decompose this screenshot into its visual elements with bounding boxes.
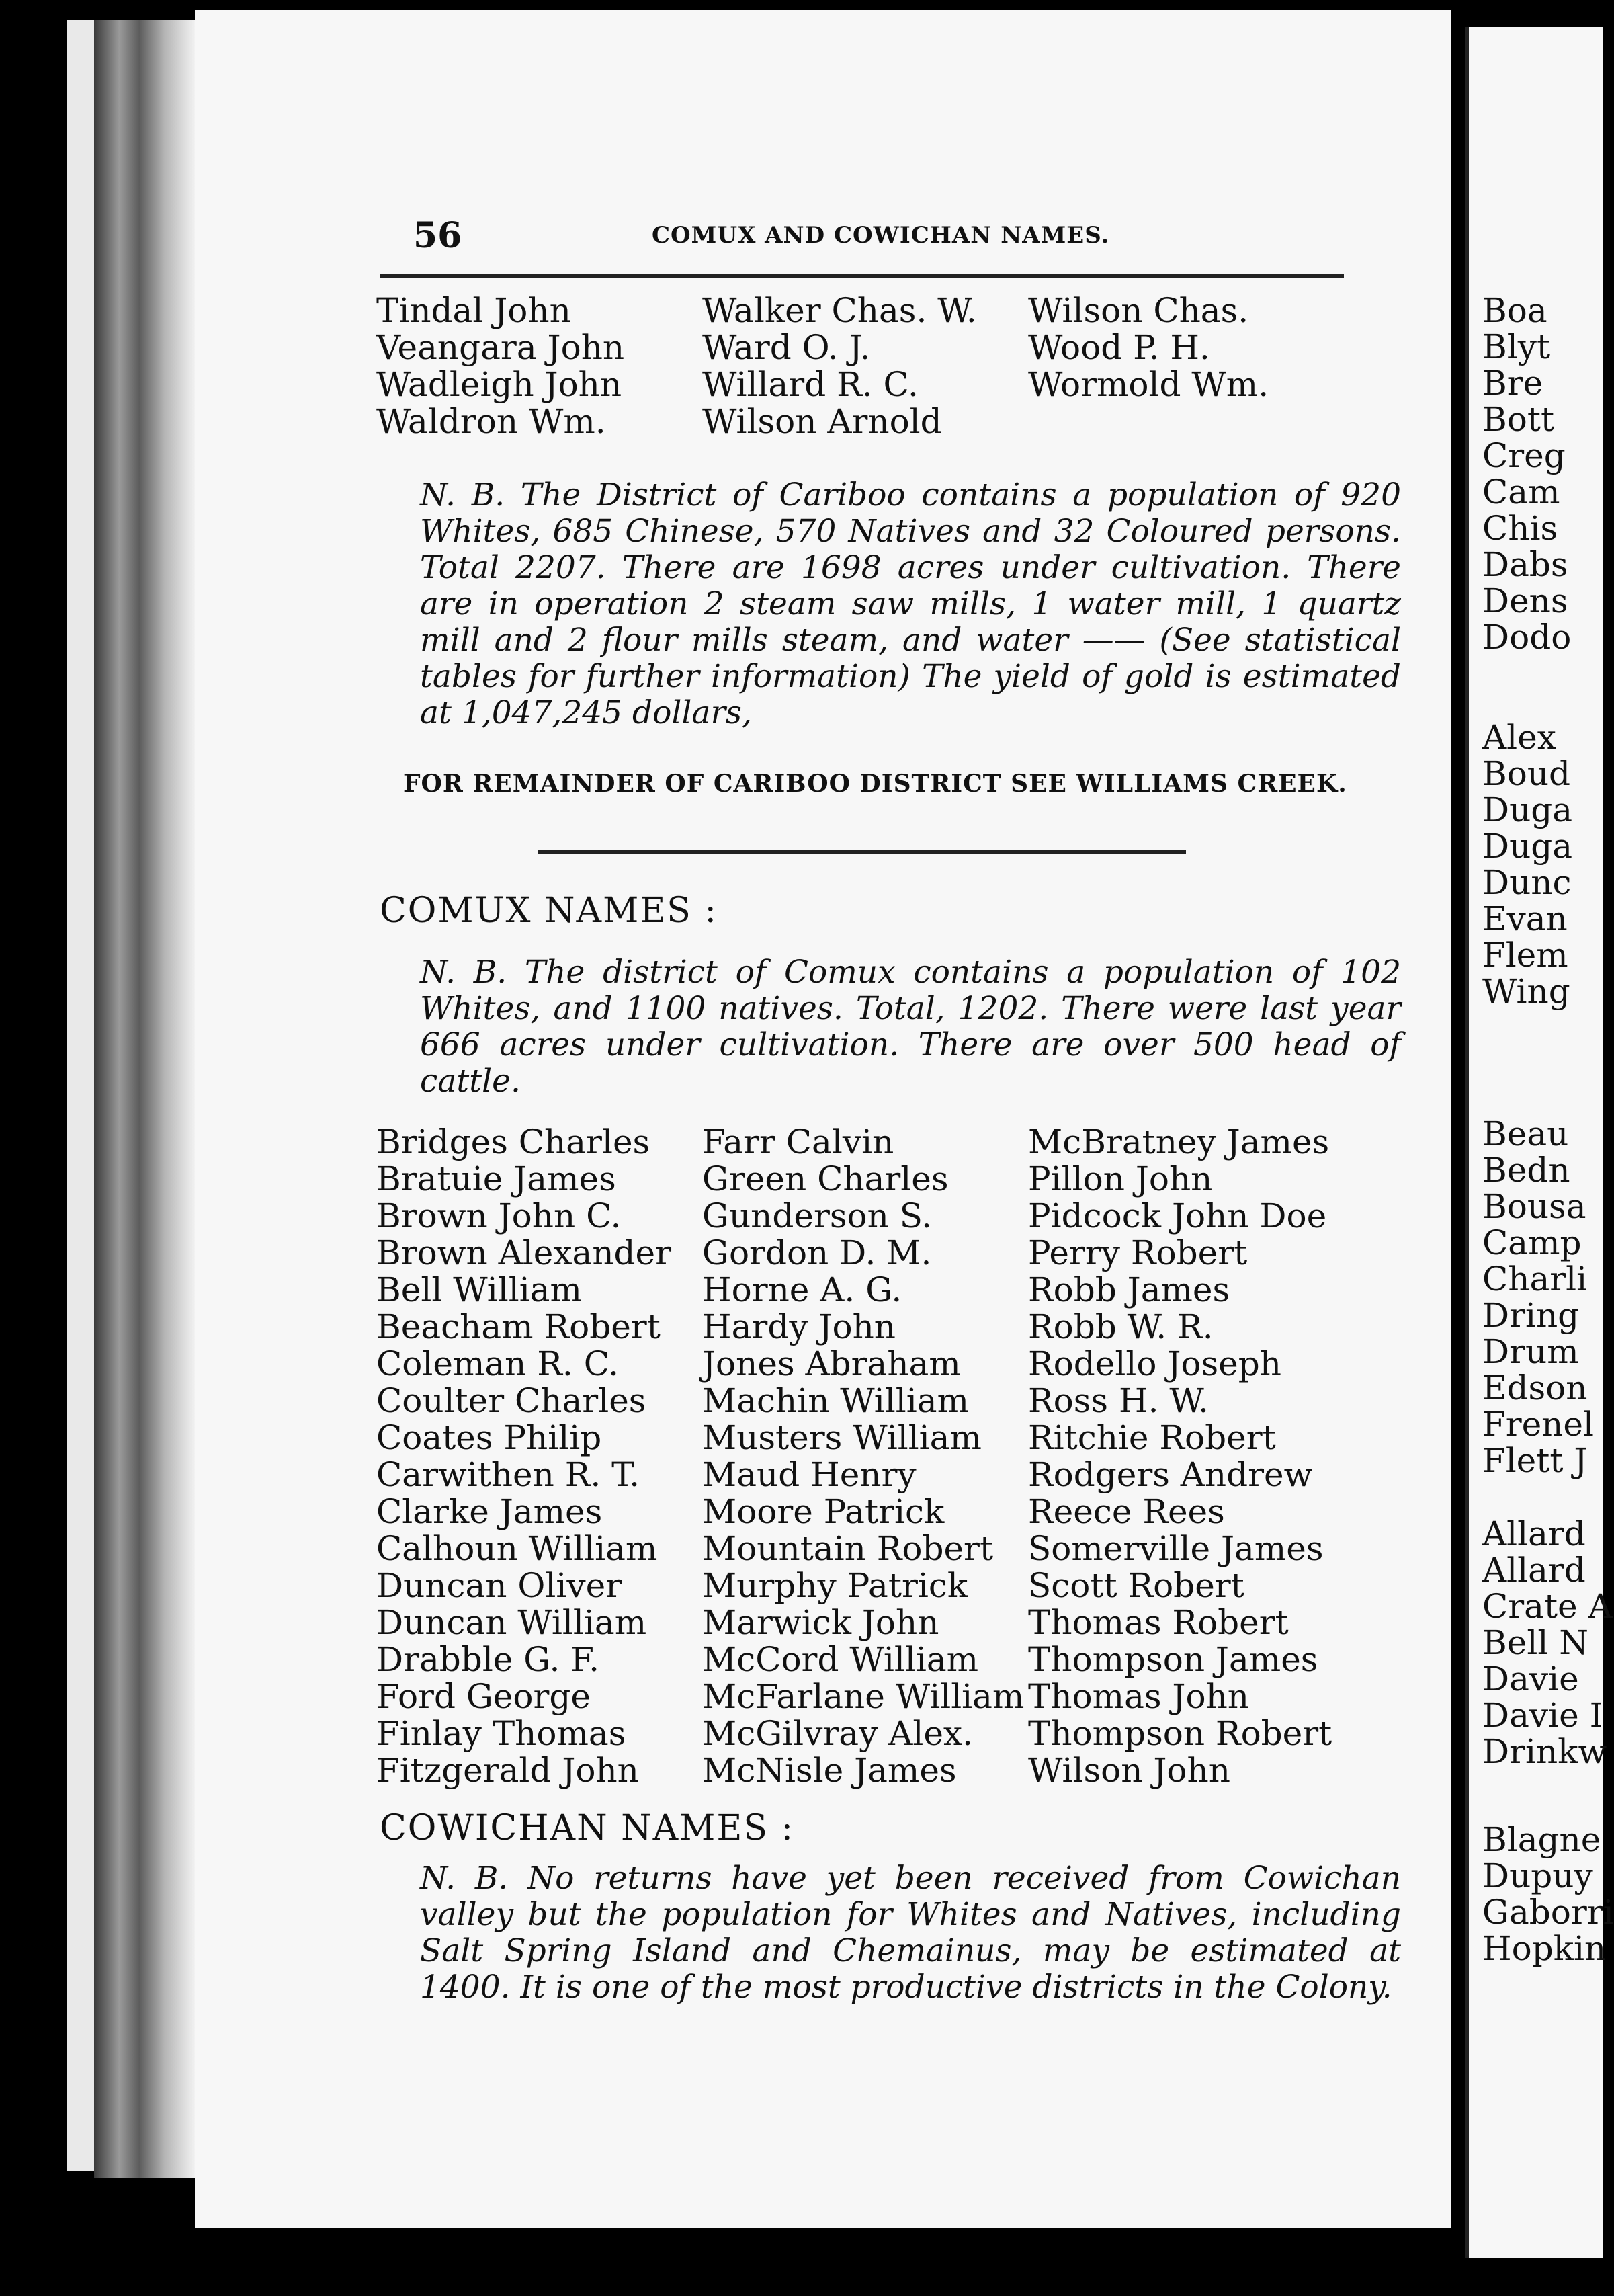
facing-page-entry: Camp	[1482, 1223, 1582, 1262]
name-entry: Bratuie James	[376, 1159, 616, 1198]
name-entry: Wadleigh John	[376, 365, 622, 404]
name-entry: Hardy John	[702, 1307, 896, 1346]
name-entry: Somerville James	[1028, 1529, 1324, 1568]
facing-page-entry: Chis	[1482, 509, 1558, 548]
name-entry: Farr Calvin	[702, 1122, 894, 1161]
facing-page-entry: Hopkin	[1482, 1929, 1607, 1968]
running-title: COMUX AND COWICHAN NAMES.	[652, 222, 1110, 249]
name-entry: Willard R. C.	[702, 365, 919, 404]
name-entry: Marwick John	[702, 1603, 939, 1642]
facing-page-entry: Dodo	[1482, 618, 1572, 657]
facing-page-entry: Flem	[1482, 936, 1568, 975]
facing-page-list	[1482, 719, 1572, 1010]
name-entry: Ritchie Robert	[1028, 1418, 1276, 1457]
name-entry: Wilson John	[1028, 1751, 1230, 1790]
facing-page-entry: Bott	[1482, 400, 1555, 439]
name-entry: Musters William	[702, 1418, 982, 1457]
facing-page-entry: Dupuy	[1482, 1856, 1593, 1895]
name-entry: Gunderson S.	[702, 1196, 933, 1235]
name-entry: Machin William	[702, 1381, 969, 1420]
page-number: 56	[413, 215, 462, 256]
name-entry: Tindal John	[376, 291, 571, 330]
facing-page-entry: Gaborri	[1482, 1893, 1614, 1932]
name-entry: McFarlane William	[702, 1677, 1025, 1716]
name-entry: Duncan Oliver	[376, 1566, 622, 1605]
name-entry: McNisle James	[702, 1751, 957, 1790]
facing-page-entry: Drinkw	[1482, 1732, 1607, 1771]
facing-page-entry: Boa	[1482, 291, 1547, 330]
facing-page-entry: Davie I	[1482, 1696, 1603, 1735]
name-entry: Waldron Wm.	[376, 402, 606, 441]
book-gutter	[94, 20, 195, 2178]
facing-page-entry: Bre	[1482, 364, 1543, 403]
name-entry: Finlay Thomas	[376, 1714, 626, 1753]
name-entry: Calhoun William	[376, 1529, 658, 1568]
page-edge-left	[67, 20, 97, 2171]
name-entry: Coleman R. C.	[376, 1344, 620, 1383]
facing-page-entry: Davie	[1482, 1659, 1579, 1698]
name-entry: Thompson Robert	[1028, 1714, 1332, 1753]
name-entry: Bridges Charles	[376, 1122, 650, 1161]
cowichan-note: N. B. No returns have yet been received from Cowichan valley but the population for Whites and Natives, including Salt Spring Island and Chemainus, may be estimated at 1400. It is one of the most productive districts in the Colony.	[420, 1860, 1401, 2006]
name-entry: Bell William	[376, 1270, 582, 1309]
facing-page-entry: Allard	[1482, 1551, 1586, 1590]
name-entry: Gordon D. M.	[702, 1233, 932, 1272]
facing-page-entry: Blyt	[1482, 327, 1551, 366]
name-entry: Perry Robert	[1028, 1233, 1248, 1272]
comux-name-list	[376, 1124, 1351, 1789]
name-entry: McGilvray Alex.	[702, 1714, 974, 1753]
facing-page-entry: Drum	[1482, 1332, 1579, 1371]
facing-page-entry: Dens	[1482, 581, 1568, 620]
section-divider	[538, 850, 1186, 854]
page-header	[413, 215, 1347, 255]
facing-page-entry: Duga	[1482, 790, 1573, 829]
name-entry: Wood P. H.	[1028, 328, 1210, 367]
name-entry: Reece Rees	[1028, 1492, 1225, 1531]
facing-page-entry: Crate A	[1482, 1587, 1613, 1626]
name-entry: Beacham Robert	[376, 1307, 661, 1346]
name-entry: Robb James	[1028, 1270, 1230, 1309]
facing-page-entry: Frenel	[1482, 1405, 1594, 1444]
facing-page-entry: Boud	[1482, 754, 1571, 793]
name-entry: Pidcock John Doe	[1028, 1196, 1327, 1235]
facing-page-list	[1482, 1821, 1614, 1967]
name-entry: Ward O. J.	[702, 328, 871, 367]
facing-page-entry: Flett J	[1482, 1441, 1588, 1480]
name-entry: Thomas Robert	[1028, 1603, 1289, 1642]
name-entry: Brown Alexander	[376, 1233, 672, 1272]
name-entry: Fitzgerald John	[376, 1751, 639, 1790]
name-entry: Maud Henry	[702, 1455, 917, 1494]
facing-page-entry: Bousa	[1482, 1187, 1586, 1226]
name-entry: Coulter Charles	[376, 1381, 646, 1420]
facing-page-entry: Wing	[1482, 972, 1570, 1011]
cariboo-name-list	[376, 292, 1351, 440]
name-entry: McCord William	[702, 1640, 979, 1679]
name-entry: Murphy Patrick	[702, 1566, 968, 1605]
name-entry: Rodello Joseph	[1028, 1344, 1281, 1383]
facing-page-fragment	[1465, 27, 1614, 2258]
name-entry	[1028, 403, 1351, 440]
name-entry: Mountain Robert	[702, 1529, 994, 1568]
name-entry: Clarke James	[376, 1492, 603, 1531]
cowichan-section-title: COWICHAN NAMES :	[380, 1808, 795, 1848]
header-rule	[380, 274, 1344, 278]
name-entry: Pillon John	[1028, 1159, 1213, 1198]
facing-page-entry: Creg	[1482, 436, 1566, 475]
name-entry: Duncan William	[376, 1603, 647, 1642]
comux-section-title: COMUX NAMES :	[380, 891, 718, 931]
facing-page-entry: Cam	[1482, 473, 1560, 511]
facing-page-entry: Dring	[1482, 1296, 1580, 1335]
facing-page-entry: Charli	[1482, 1260, 1588, 1299]
name-entry: Ross H. W.	[1028, 1381, 1209, 1420]
name-entry: Green Charles	[702, 1159, 949, 1198]
facing-page-entry: Bell N	[1482, 1623, 1588, 1662]
facing-page-list	[1482, 292, 1571, 655]
facing-page-entry: Dabs	[1482, 545, 1568, 584]
facing-page-entry: Dunc	[1482, 863, 1572, 902]
name-entry: Wilson Chas.	[1028, 291, 1249, 330]
name-entry: Walker Chas. W.	[702, 291, 977, 330]
name-entry: Coates Philip	[376, 1418, 602, 1457]
facing-page-list	[1482, 1516, 1613, 1770]
name-entry: Scott Robert	[1028, 1566, 1244, 1605]
name-entry: Moore Patrick	[702, 1492, 945, 1531]
facing-page-list	[1482, 1116, 1594, 1479]
name-entry: Ford George	[376, 1677, 591, 1716]
name-entry: Wilson Arnold	[702, 402, 942, 441]
name-entry: Carwithen R. T.	[376, 1455, 640, 1494]
name-entry: Thomas John	[1028, 1677, 1249, 1716]
name-entry: McBratney James	[1028, 1122, 1330, 1161]
name-entry: Veangara John	[376, 328, 625, 367]
name-entry: Horne A. G.	[702, 1270, 902, 1309]
facing-page-entry: Evan	[1482, 899, 1568, 938]
name-entry: Thompson James	[1028, 1640, 1318, 1679]
cariboo-note: N. B. The District of Cariboo contains a population of 920 Whites, 685 Chinese, 570 Natives and 32 Coloured persons. Total 2207. There are 1698 acres under cultivation. There are in operation 2 steam saw mills, 1 water mill, 1 quartz mill and 2 flour mills steam, and water —— (See statistical tables for further information) The yield of gold is estimated at 1,047,245 dollars,	[420, 477, 1401, 731]
facing-page-entry: Blagne	[1482, 1820, 1601, 1859]
name-entry: Brown John C.	[376, 1196, 622, 1235]
remainder-note: FOR REMAINDER OF CARIBOO DISTRICT SEE WILLIAMS CREEK.	[403, 770, 1347, 798]
facing-page-entry: Alex	[1482, 718, 1556, 757]
facing-page-entry: Duga	[1482, 827, 1573, 866]
name-entry: Rodgers Andrew	[1028, 1455, 1313, 1494]
name-entry: Jones Abraham	[702, 1344, 961, 1383]
name-entry: Wormold Wm.	[1028, 365, 1269, 404]
name-entry: Drabble G. F.	[376, 1640, 600, 1679]
facing-page-entry: Bedn	[1482, 1151, 1570, 1190]
comux-note: N. B. The district of Comux contains a population of 102 Whites, and 1100 natives. Total, 1202. There were last year 666 acres under cultivation. There are over 500 head of cattle.	[420, 954, 1401, 1100]
name-entry: Robb W. R.	[1028, 1307, 1214, 1346]
facing-page-entry: Beau	[1482, 1114, 1569, 1153]
facing-page-entry: Allard	[1482, 1514, 1586, 1553]
facing-page-entry: Edson	[1482, 1368, 1588, 1407]
